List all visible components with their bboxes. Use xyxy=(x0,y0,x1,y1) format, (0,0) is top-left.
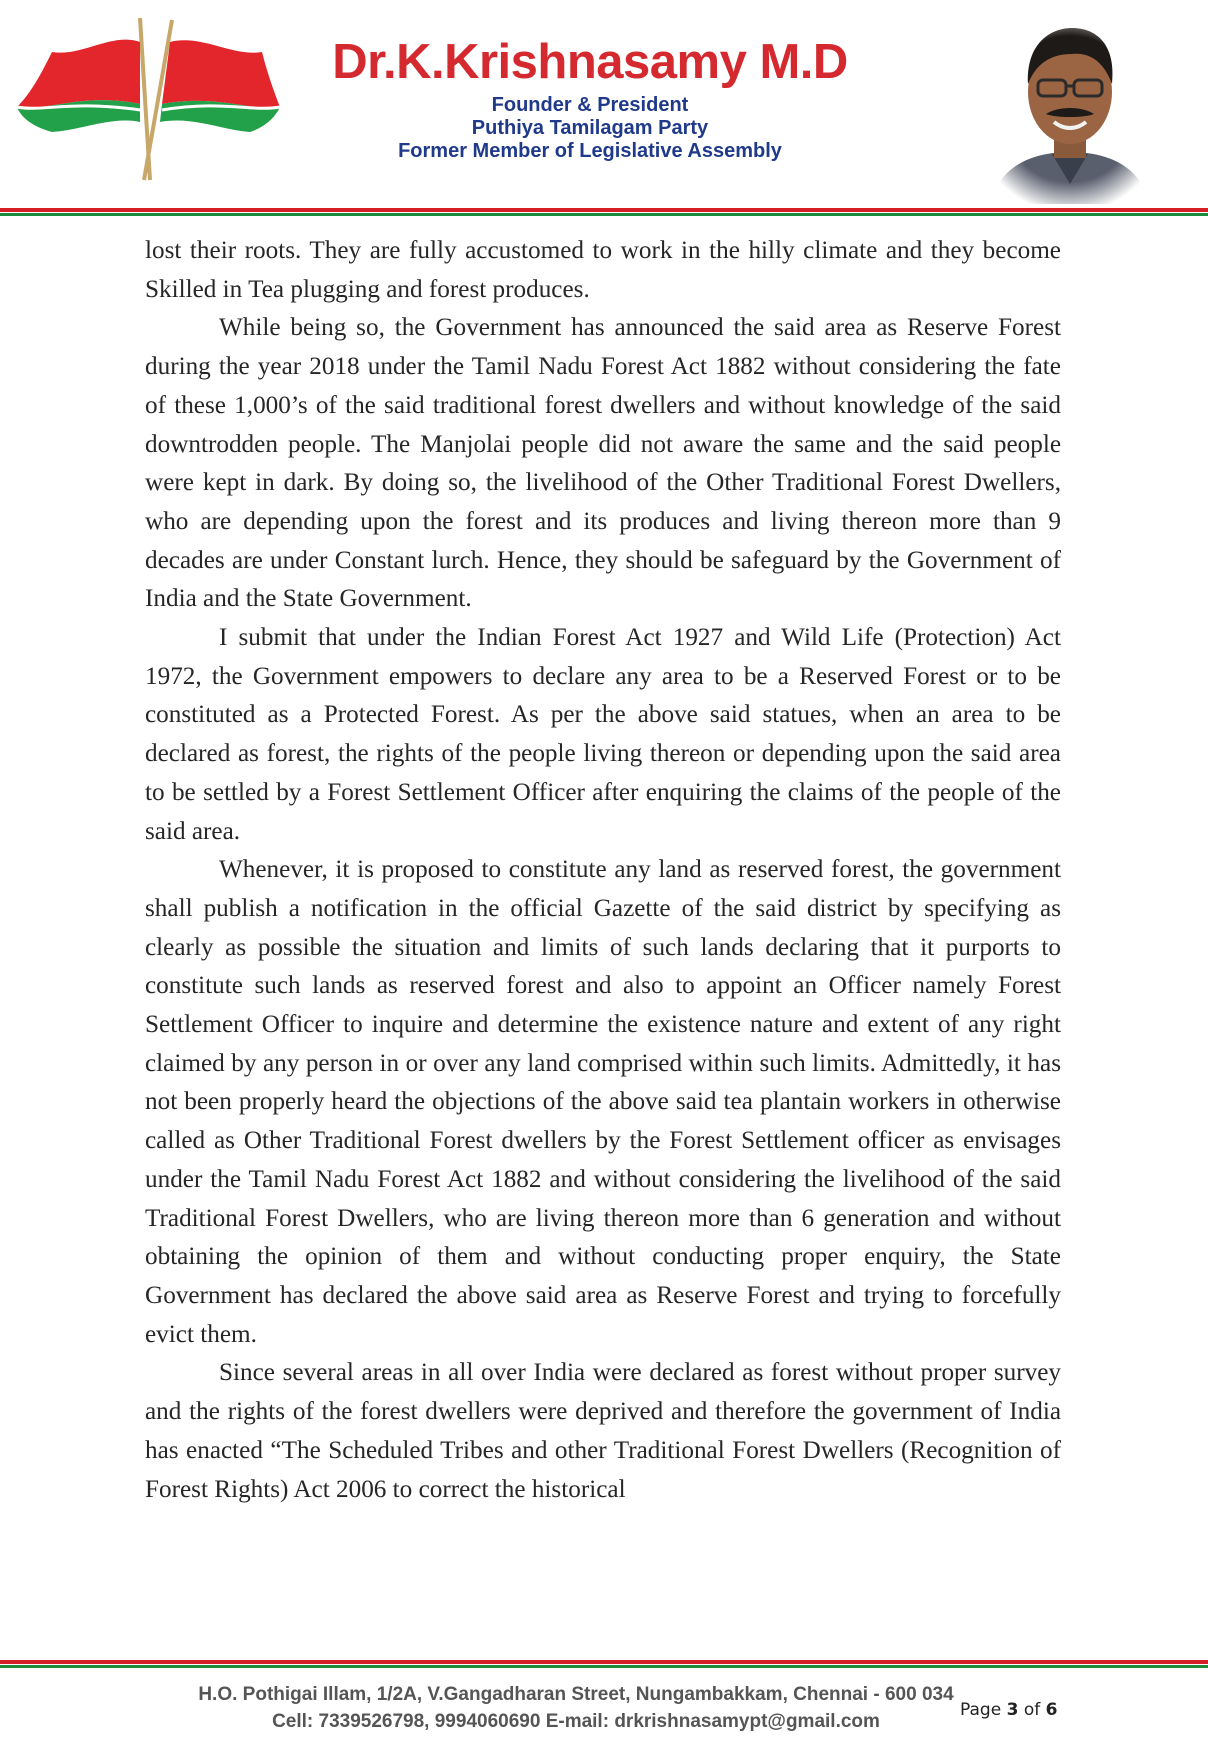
footer-contact: Cell: 7339526798, 9994060690 E-mail: drkrishnasamypt@gmail.com xyxy=(272,1711,880,1732)
footer-rule-green xyxy=(0,1665,1208,1668)
page-current: 3 xyxy=(1006,1700,1019,1720)
page-number xyxy=(960,1700,1057,1720)
page-label: Page xyxy=(960,1700,1002,1720)
letterhead-name: Dr.K.Krishnasamy M.D xyxy=(332,35,848,89)
page-total: 6 xyxy=(1045,1700,1058,1720)
letterhead-party: Puthiya Tamilagam Party xyxy=(471,117,709,139)
header-rule-red xyxy=(0,208,1208,212)
header-rule-green xyxy=(0,213,1208,216)
letter-body xyxy=(145,232,1061,1509)
body-paragraph-4: Whenever, it is proposed to constitute any land as reserved forest, the government shall publish a notification in the official Gazette of the said district by specifying as clearly as possible the situation and limits of such lands declaring that it purports to constitute such lands as reserved forest and also to appoint an Officer namely Forest Settlement Officer to inquire and determine the existence nature and extent of any right claimed by any person in or over any land comprised within such limits. Admittedly, it has not been properly heard the objections of the above said tea plantain workers in otherwise called as Other Traditional Forest dwellers by the Forest Settlement officer as envisages under the Tamil Nadu Forest Act 1882 and without considering the livelihood of the said Traditional Forest Dwellers, who are living thereon more than 6 generation and without obtaining the opinion of them and without conducting proper enquiry, the State Government has declared the above said area as Reserve Forest and trying to forcefully evict them. xyxy=(145,856,1061,1348)
party-flags-icon xyxy=(12,12,284,192)
body-paragraph-5: Since several areas in all over India were declared as forest without proper survey and the rights of the forest dwellers were deprived and therefore the government of India has enacted “The Scheduled Tribes and other Traditional Forest Dwellers (Recognition of Forest Rights) Act 2006 to correct the historical xyxy=(145,1359,1061,1503)
body-paragraph-2: While being so, the Government has announced the said area as Reserve Forest during the year 2018 under the Tamil Nadu Forest Act 1882 without considering the fate of these 1,000’s of the said traditional forest dwellers and without knowledge of the said downtrodden people. The Manjolai people did not aware the same and the said people were kept in dark. By doing so, the livelihood of the Other Traditional Forest Dwellers, who are depending upon the forest and its produces and living thereon more than 9 decades are under Constant lurch. Hence, they should be safeguard by the Government of India and the State Government. xyxy=(145,314,1061,613)
letterhead xyxy=(0,0,1208,215)
page-of: of xyxy=(1023,1700,1041,1720)
footer-rule-red xyxy=(0,1660,1208,1664)
portrait-photo xyxy=(980,14,1160,204)
letterhead-role: Founder & President xyxy=(491,94,689,116)
footer-address: H.O. Pothigai Illam, 1/2A, V.Gangadharan Street, Nungambakkam, Chennai - 600 034 xyxy=(198,1684,954,1705)
letterhead-former-role: Former Member of Legislative Assembly xyxy=(398,140,782,162)
body-paragraph-3: I submit that under the Indian Forest Act 1927 and Wild Life (Protection) Act 1972, the Government empowers to declare any area to be a Reserved Forest or to be constituted as a Protected Forest. As per the above said statues, when an area to be declared as forest, the rights of the people living thereon or depending upon the said area to be settled by a Forest Settlement Officer after enquiring the claims of the people of the said area. xyxy=(145,624,1061,845)
body-paragraph-1: lost their roots. They are fully accustomed to work in the hilly climate and they become Skilled in Tea plugging and forest produces. xyxy=(145,237,1061,303)
